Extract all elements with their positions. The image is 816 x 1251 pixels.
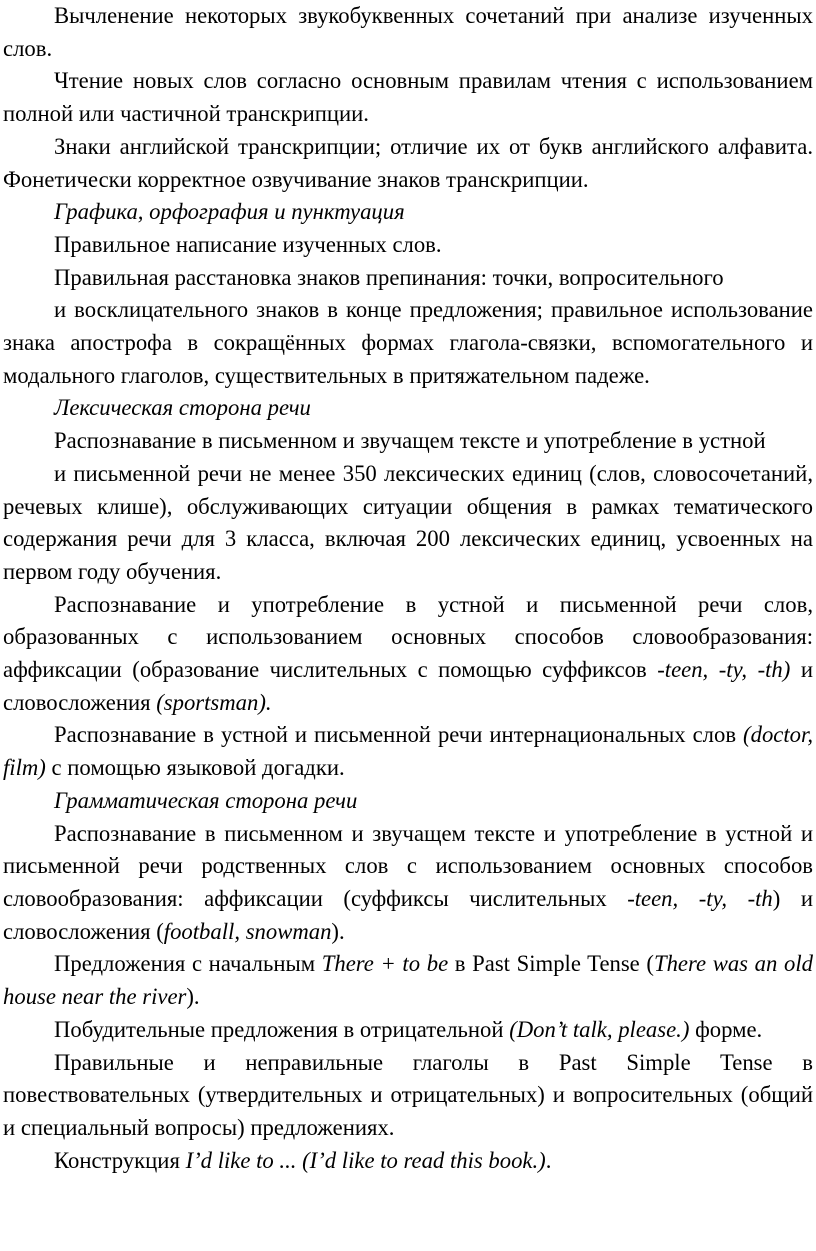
paragraph-sound-letter: Вычленение некоторых звукобуквенных сочетаний при анализе изученных слов.: [3, 3, 813, 61]
section-heading-lexical: Лексическая сторона речи: [54, 395, 311, 421]
paragraph-related-words: Распознавание в письменном и звучащем тексте и употребление в устной и письменной речи родственных слов с использованием основных способов словообразования: аффиксации (суффиксы числительных -teen, -ty, -th) и словосложения (football, snowman).: [3, 820, 813, 944]
paragraph-id-like-to: Конструкция I’d like to ... (I’d like to read this book.).: [54, 1147, 552, 1173]
paragraph-transcription-signs: Знаки английской транскрипции; отличие их от букв английского алфавита. Фонетически корректное озвучивание знаков транскрипции.: [3, 133, 813, 192]
paragraph-regular-irregular-verbs: Правильные и неправильные глаголы в Past Simple Tense в повествовательных (утвердительных и отрицательных) и вопросительных (общий и специальный вопросы) предложениях.: [3, 1049, 813, 1140]
paragraph-lexical-recognition-start: Распознавание в письменном и звучащем тексте и употребление в устной: [54, 428, 766, 454]
section-heading-graphics: Графика, орфография и пунктуация: [54, 199, 405, 225]
paragraph-imperative-negative: Побудительные предложения в отрицательной (Don’t talk, please.) форме.: [54, 1016, 763, 1042]
paragraph-punctuation-cont: и восклицательного знаков в конце предложения; правильное использование знака апострофа в сокращённых формах глагола-связки, вспомогательного и модального глаголов, существительных в притяжательном падеже.: [3, 297, 813, 388]
paragraph-punctuation-start: Правильная расстановка знаков препинания: точки, вопросительного: [54, 264, 724, 290]
paragraph-reading-new-words: Чтение новых слов согласно основным правилам чтения с использованием полной или частичной транскрипции.: [3, 68, 813, 127]
paragraph-there-to-be: Предложения с начальным There + to be в Past Simple Tense (There was an old house near the river).: [3, 951, 813, 1010]
paragraph-spelling: Правильное написание изученных слов.: [54, 231, 442, 257]
section-heading-grammar: Грамматическая сторона речи: [54, 787, 358, 813]
paragraph-word-formation: Распознавание и употребление в устной и письменной речи слов, образованных с использованием основных способов словообразования: аффиксации (образование числительных с помощью суффиксов -teen, -ty, -th) и словосложения (sportsman).: [3, 591, 813, 715]
paragraph-lexical-units: и письменной речи не менее 350 лексических единиц (слов, словосочетаний, речевых клише), обслуживающих ситуации общения в рамках тематического содержания речи для 3 класса, включая 200 лексических единиц, усвоенных на первом году обучения.: [3, 460, 813, 584]
paragraph-international-words: Распознавание в устной и письменной речи интернациональных слов (doctor, film) с помощью языковой догадки.: [3, 722, 813, 781]
